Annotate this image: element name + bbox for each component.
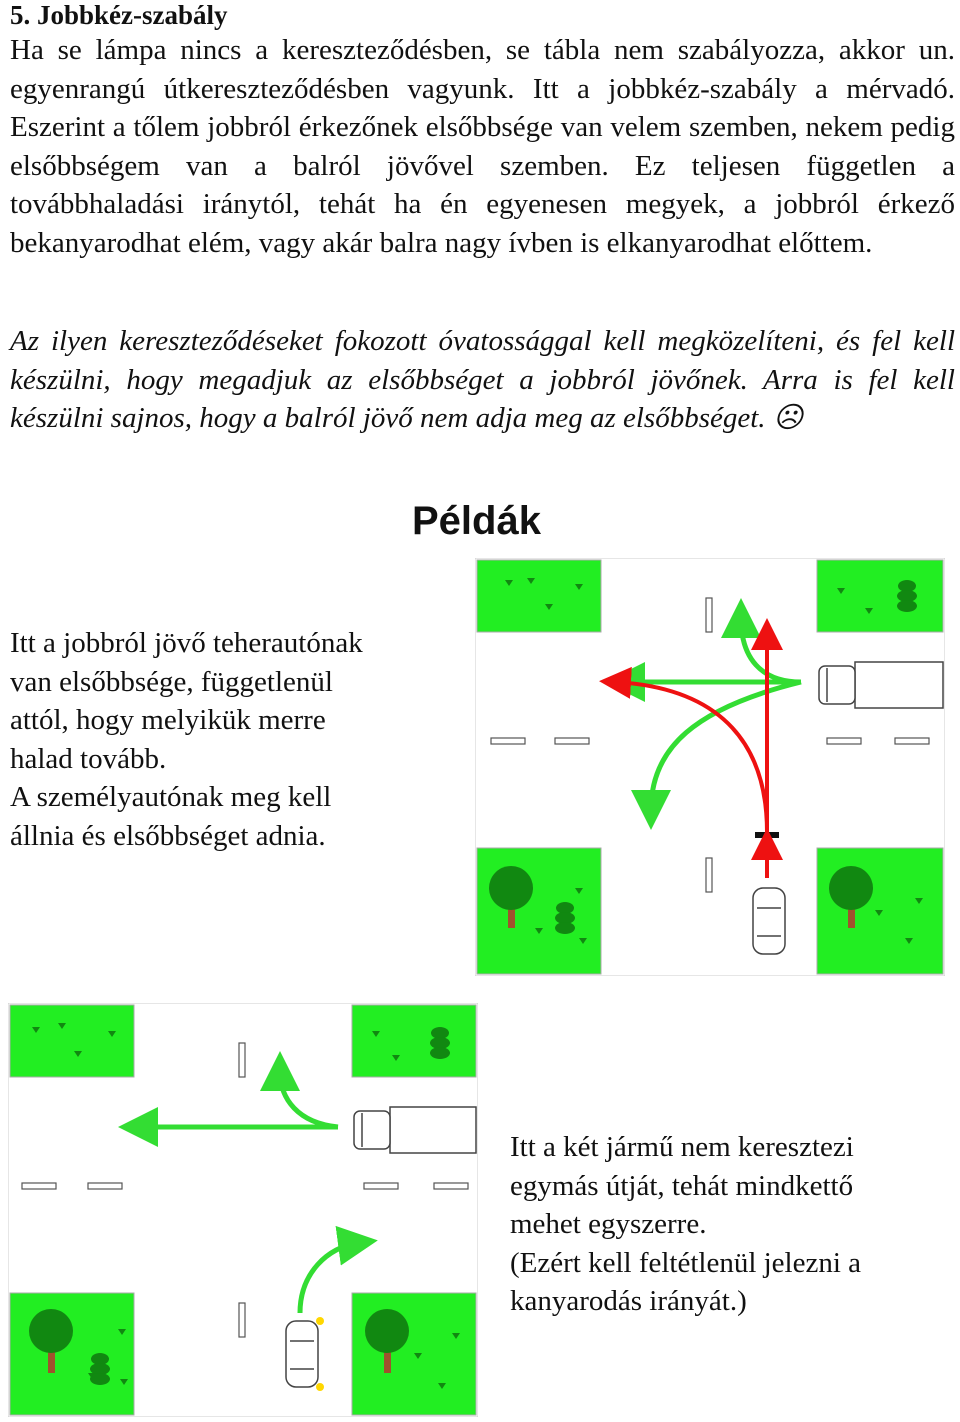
tree-crown [489,866,533,910]
intersection-diagram-2 [8,1003,478,1417]
caption-line: van elsőbbsége, függetlenül [10,665,333,698]
rule-paragraph: Ha se lámpa nincs a kereszteződésben, se tábla nem szabályozza, akkor un. egyenrangú útkereszteződésben vagyunk. Itt a jobbkéz-szabály a mérvadó. Eszerint a tőlem jobbról érkezőnek elsőbbsége van velem szemben, nekem pedig elsőbbségem van a balról jövővel szemben. Ez teljesen független a továbbhaladási iránytól, tehát ha én egyenesen megyek, a jobbról érkező bekanyarodhat elém, vagy akár balra nagy ívben is elkanyarodhat előttem. [10,34,955,259]
grass-corner [477,560,601,632]
examples-title: Példák [412,499,541,543]
caption-line: A személyautónak meg kell [10,781,332,813]
caption-line: Itt a jobbról jövő teherautónak [10,627,363,659]
example2-caption [510,1128,950,1321]
truck [354,1107,476,1153]
caption-line: attól, hogy melyikük merre [10,704,326,736]
caption-line: egymás útját, tehát mindkettő [510,1169,854,1202]
grass-corner [477,848,601,974]
tree-crown [365,1309,409,1353]
section-heading: 5. Jobbkéz-szabály [10,0,228,30]
tree-crown [829,866,873,910]
car [286,1321,318,1387]
grass-corner [817,560,943,632]
turn-signal [316,1317,324,1325]
example1-caption [10,624,430,855]
caption-line: kanyarodás irányát.) [510,1285,747,1317]
caption-line: halad tovább. [10,742,167,775]
grass-corner [352,1293,476,1415]
caption-line: (Ezért kell feltétlenül jelezni a [510,1246,862,1279]
tree-crown [29,1309,73,1353]
turn-signal [316,1383,324,1391]
caption-line: állnia és elsőbbséget adnia. [10,819,326,852]
stop-line [755,832,779,838]
grass-corner [10,1005,134,1077]
caution-paragraph: Az ilyen kereszteződéseket fokozott óvatossággal kell megközelíteni, és fel kell készülni, hogy megadjuk az elsőbbséget a jobbról jövőnek. Arra is fel kell készülni sajnos, hogy a balról jövő nem adja meg az elsőbbséget. ☹ [10,325,955,434]
truck [819,662,943,708]
car [753,888,785,954]
grass-corner [10,1293,134,1415]
grass-corner [352,1005,476,1077]
caption-line: Itt a két jármű nem keresztezi [510,1131,854,1163]
intersection-diagram-1 [475,558,945,976]
caption-line: mehet egyszerre. [510,1208,707,1240]
